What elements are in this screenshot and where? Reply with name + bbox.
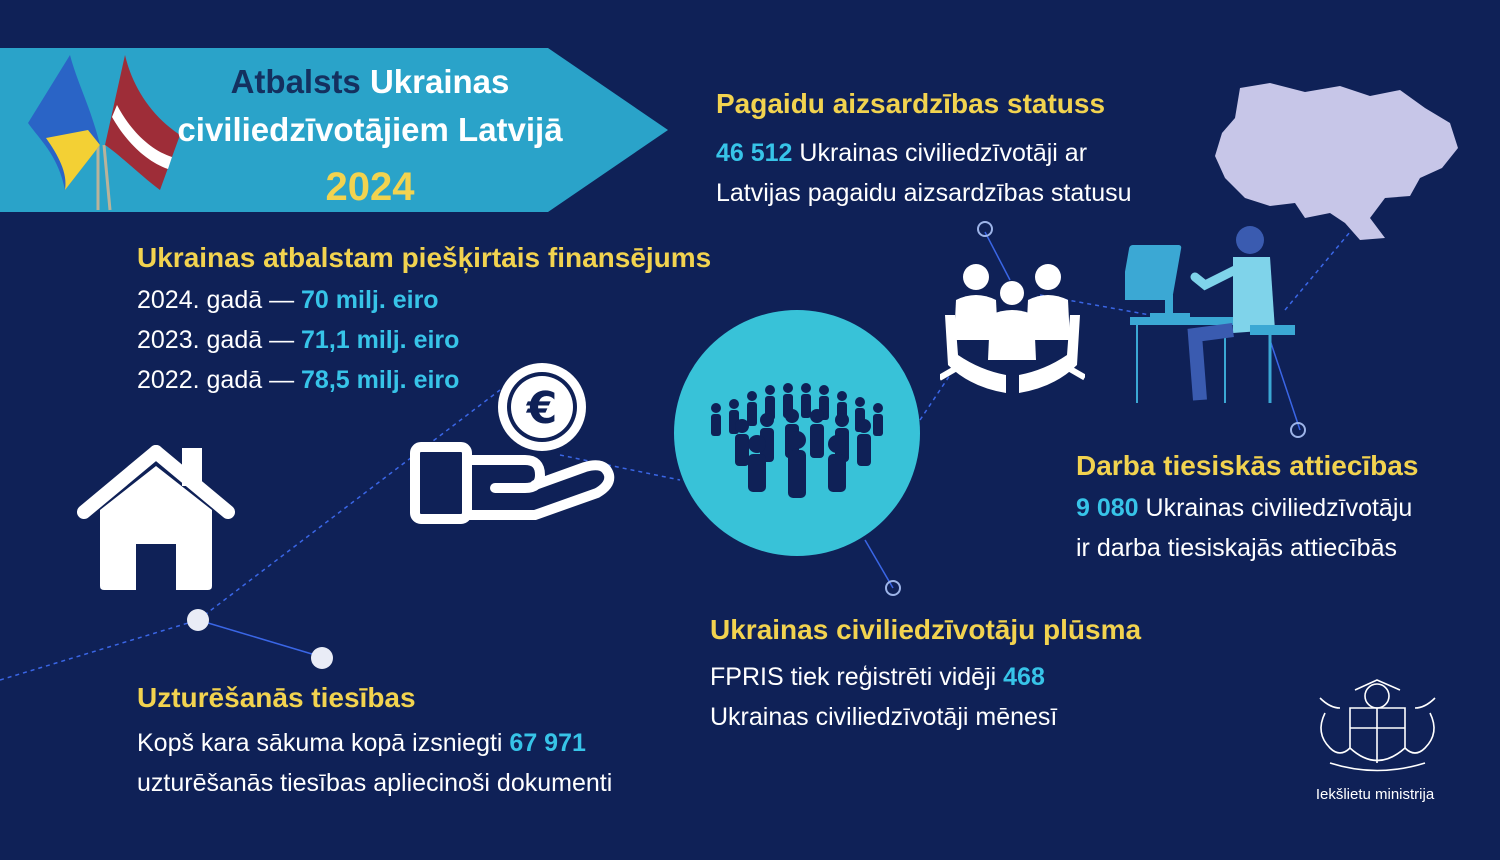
svg-text:€: € xyxy=(526,383,558,434)
node-ring xyxy=(978,222,992,236)
node-dot xyxy=(187,609,209,631)
hands-holding-people-icon xyxy=(940,255,1085,400)
employment-line2: ir darba tiesiskajās attiecībās xyxy=(1076,534,1397,562)
house-icon xyxy=(72,440,240,595)
funding-year-label: 2022. gadā — xyxy=(137,366,302,394)
funding-heading: Ukrainas atbalstam piešķirtais finansējums xyxy=(137,242,712,273)
flow-line2: Ukrainas civiliedzīvotāji mēnesī xyxy=(710,703,1058,731)
crowd-icon xyxy=(672,308,922,558)
flow-heading: Ukrainas civiliedzīvotāju plūsma xyxy=(710,614,1142,645)
residence-heading: Uzturēšanās tiesības xyxy=(137,682,416,713)
funding-rows xyxy=(137,280,459,400)
flow-text xyxy=(710,657,1057,737)
funding-amount: 70 milj. eiro xyxy=(301,286,439,314)
ukraine-flag-icon xyxy=(28,55,100,210)
banner-title-line2: civiliedzīvotājiem Latvijā xyxy=(177,111,563,148)
banner-title-part1: Atbalsts xyxy=(230,63,361,100)
employment-number: 9 080 xyxy=(1076,494,1139,522)
employment-line1: Ukrainas civiliedzīvotāju xyxy=(1145,494,1413,522)
employment-heading: Darba tiesiskās attiecības xyxy=(1076,450,1419,481)
funding-amount: 78,5 milj. eiro xyxy=(301,366,460,394)
residence-line2: uzturēšanās tiesības apliecinoši dokumenti xyxy=(137,769,613,797)
crowd-person-front xyxy=(748,431,846,498)
employment-text xyxy=(1076,488,1412,568)
funding-row xyxy=(137,320,459,360)
funding-year-label: 2024. gadā — xyxy=(137,286,302,314)
coat-of-arms-icon xyxy=(1310,678,1445,783)
ministry-name: Iekšlietu ministrija xyxy=(1315,786,1435,803)
temporary-protection-line2: Latvijas pagaidu aizsardzības statusu xyxy=(716,179,1132,207)
banner-year: 2024 xyxy=(325,165,415,209)
node-dot xyxy=(311,647,333,669)
temporary-protection-text xyxy=(716,133,1132,213)
funding-row xyxy=(137,360,459,400)
funding-row xyxy=(137,280,459,320)
funding-year-label: 2023. gadā — xyxy=(137,326,302,354)
banner-title-part2: Ukrainas xyxy=(369,63,510,100)
temporary-protection-line1: Ukrainas civiliedzīvotāji ar xyxy=(799,139,1088,167)
flow-line1: FPRIS tiek reģistrēti vidēji xyxy=(710,663,997,691)
temporary-protection-heading: Pagaidu aizsardzības statuss xyxy=(716,88,1106,119)
residence-text xyxy=(137,723,612,803)
flow-number: 468 xyxy=(1003,663,1045,691)
temporary-protection-number: 46 512 xyxy=(716,139,793,167)
residence-line1: Kopš kara sākuma kopā izsniegti xyxy=(137,729,503,757)
banner-title xyxy=(150,58,590,216)
residence-number: 67 971 xyxy=(509,729,586,757)
person-at-computer-icon xyxy=(1125,215,1305,415)
funding-amount: 71,1 milj. eiro xyxy=(301,326,460,354)
